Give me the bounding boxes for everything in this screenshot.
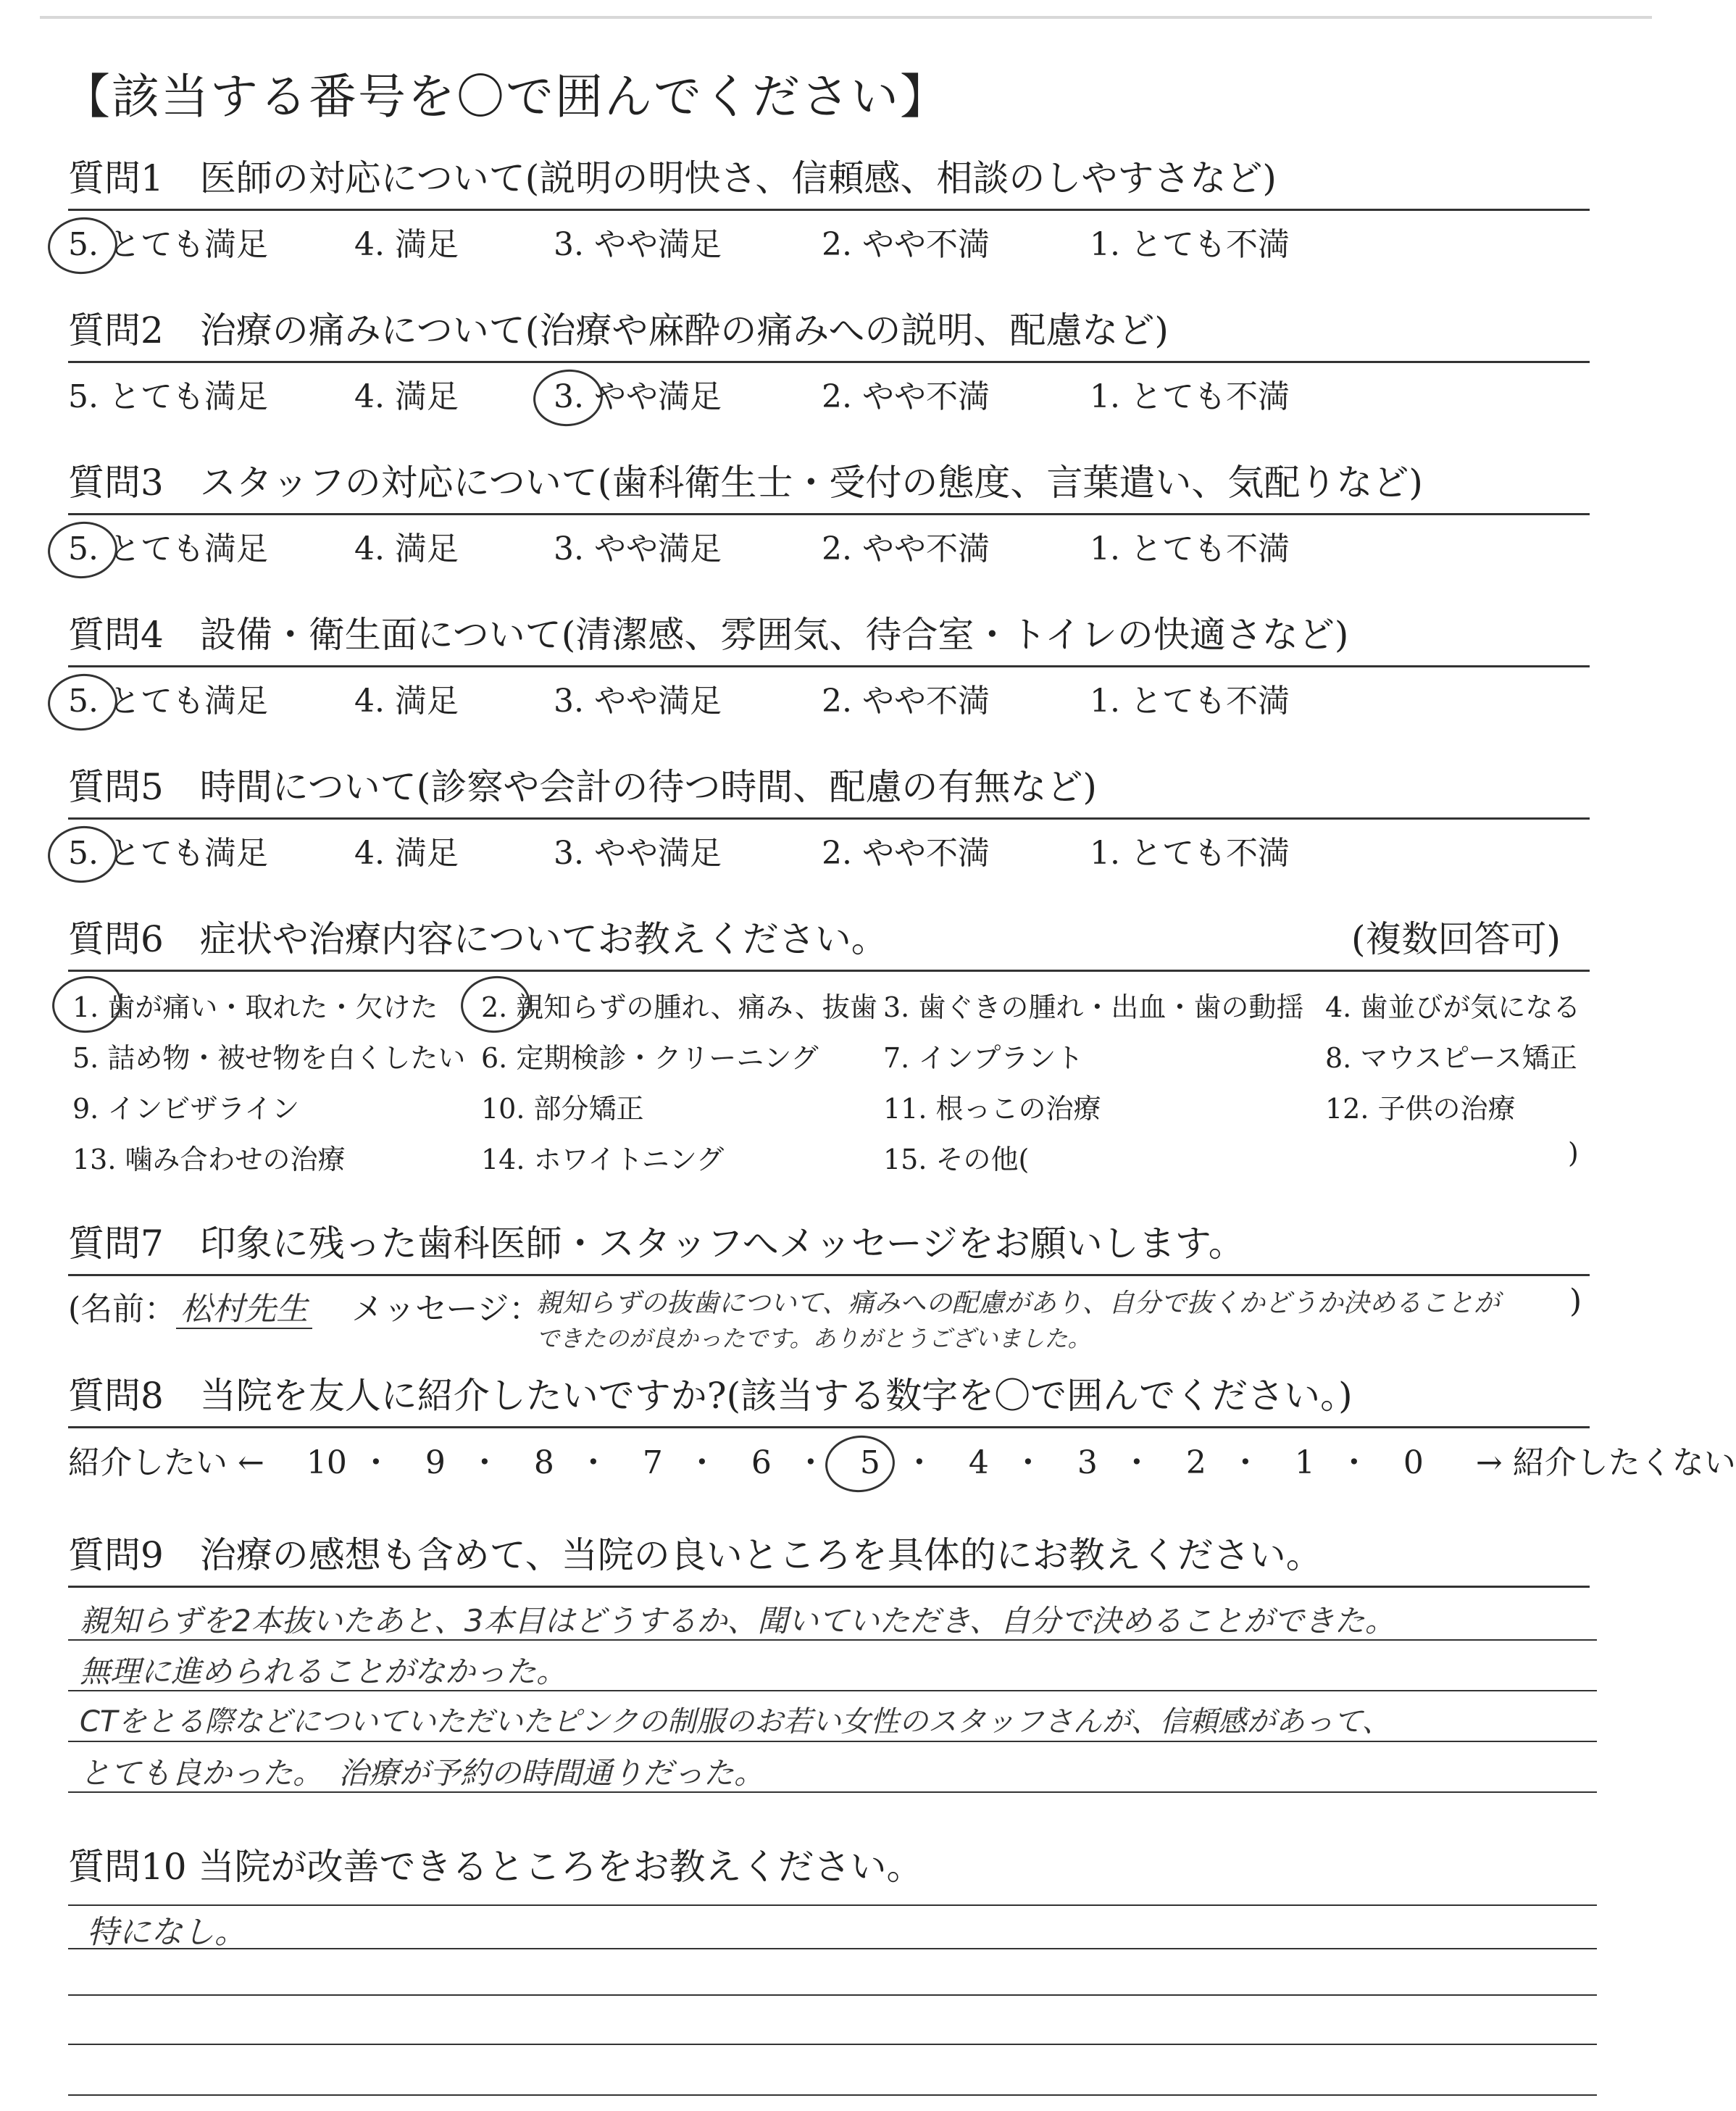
question-4 — [68, 609, 1590, 725]
q5-option-2[interactable]: 2. やや不満 — [822, 835, 990, 872]
question-1-options — [68, 211, 1590, 269]
q4-option-3[interactable]: 3. やや満足 — [554, 683, 722, 720]
q5-option-1[interactable]: 1. とても不満 — [1090, 835, 1290, 872]
q7-message-line-2[interactable]: できたのが良かったです。ありがとうございました。 — [536, 1325, 1091, 1352]
q7-close-paren: ) — [1569, 1283, 1582, 1320]
q7-name-row — [68, 1283, 541, 1329]
question-8-label: 質問8 当院を友人に紹介したいですか?(該当する数字を〇で囲んでください。) — [68, 1375, 1353, 1417]
q1-option-5[interactable]: 5. とても満足 — [68, 226, 268, 263]
question-3-options — [68, 515, 1590, 573]
question-5-label: 質問5 時間について(診察や会計の待つ時間、配慮の有無など) — [68, 766, 1097, 808]
top-border — [40, 16, 1652, 19]
question-4-label: 質問4 設備・衛生面について(清潔感、雰囲気、待合室・トイレの快適さなど) — [68, 614, 1349, 656]
q6-item-14[interactable]: 14. ホワイトニング — [481, 1144, 725, 1175]
q8-value-9[interactable]: 9 — [425, 1444, 446, 1481]
q2-option-2[interactable]: 2. やや不満 — [822, 378, 990, 415]
q8-sep: ・ — [468, 1444, 501, 1481]
page-title: 【該当する番号を〇で囲んでください】 — [62, 69, 949, 125]
q6-item-8[interactable]: 8. マウスピース矯正 — [1325, 1042, 1577, 1074]
q1-option-2[interactable]: 2. やや不満 — [822, 226, 990, 263]
question-1-label: 質問1 医師の対応について(説明の明快さ、信頼感、相談のしやすさなど) — [68, 157, 1277, 199]
q10-line-1 — [68, 1948, 1597, 1949]
q6-item-10[interactable]: 10. 部分矯正 — [481, 1093, 644, 1125]
question-2-label: 質問2 治療の痛みについて(治療や麻酔の痛みへの説明、配慮など) — [68, 309, 1169, 351]
q8-sep: ・ — [685, 1444, 718, 1481]
q4-option-5[interactable]: 5. とても満足 — [68, 683, 268, 720]
q8-sep: ・ — [1120, 1444, 1153, 1481]
q8-value-2[interactable]: 2 — [1185, 1444, 1206, 1481]
question-10 — [68, 1841, 1590, 1897]
q8-value-6[interactable]: 6 — [751, 1444, 772, 1481]
question-2 — [68, 304, 1590, 421]
question-1 — [68, 152, 1590, 269]
q6-item-4[interactable]: 4. 歯並びが気になる — [1325, 991, 1581, 1023]
q8-sep: ・ — [1011, 1444, 1044, 1481]
q6-item-15[interactable]: 15. その他( — [883, 1144, 1030, 1175]
q5-option-4[interactable]: 4. 満足 — [354, 835, 459, 872]
q4-option-2[interactable]: 2. やや不満 — [822, 683, 990, 720]
question-6-label: 質問6 症状や治療内容についてお教えください。 — [68, 918, 888, 960]
q1-option-1[interactable]: 1. とても不満 — [1090, 226, 1290, 263]
q8-sep: ・ — [794, 1444, 827, 1481]
q6-item-5[interactable]: 5. 詰め物・被せ物を白くしたい — [72, 1042, 466, 1074]
q6-item-2[interactable]: 2. 親知らずの腫れ、痛み、抜歯 — [481, 985, 877, 1025]
question-9 — [68, 1529, 1590, 1588]
q8-value-3[interactable]: 3 — [1077, 1444, 1098, 1481]
q1-option-4[interactable]: 4. 満足 — [354, 226, 459, 263]
question-8 — [68, 1370, 1590, 1428]
q6-item-7[interactable]: 7. インプラント — [883, 1042, 1084, 1074]
question-7 — [68, 1217, 1590, 1276]
q6-item-13[interactable]: 13. 噛み合わせの治療 — [72, 1144, 346, 1175]
q8-value-1[interactable]: 1 — [1294, 1444, 1315, 1481]
q6-item-15-close-paren: ) — [1568, 1137, 1579, 1169]
q8-sep: ・ — [359, 1444, 392, 1481]
q10-line-4 — [68, 2094, 1597, 2096]
q7-name-prefix: (名前： — [68, 1291, 177, 1328]
q10-answer-line-1[interactable]: 特になし。 — [87, 1914, 246, 1951]
q10-line-3 — [68, 2044, 1597, 2045]
q9-answer-line-3[interactable]: CTをとる際などについていただいたピンクの制服のお若い女性のスタッフさんが、信頼感があって、 — [80, 1705, 1391, 1739]
q8-sep: ・ — [903, 1444, 935, 1481]
q8-left-text: 紹介したい ← — [68, 1444, 264, 1481]
q10-line-2 — [68, 1994, 1597, 1996]
q7-name-value[interactable]: 松村先生 — [176, 1291, 312, 1329]
q5-option-3[interactable]: 3. やや満足 — [554, 835, 722, 872]
q1-option-3[interactable]: 3. やや満足 — [554, 226, 722, 263]
q8-value-5[interactable]: 5 — [846, 1444, 895, 1481]
q2-option-4[interactable]: 4. 満足 — [354, 378, 459, 415]
question-6-options — [68, 972, 1590, 1182]
q9-answer-line-2[interactable]: 無理に進められることがなかった。 — [80, 1654, 567, 1689]
q9-line-3 — [68, 1741, 1597, 1742]
question-3 — [68, 457, 1590, 573]
q5-option-5[interactable]: 5. とても満足 — [68, 835, 268, 872]
question-4-options — [68, 667, 1590, 725]
q2-option-3[interactable]: 3. やや満足 — [554, 378, 722, 415]
q6-item-3[interactable]: 3. 歯ぐきの腫れ・出血・歯の動揺 — [883, 991, 1304, 1023]
q2-option-1[interactable]: 1. とても不満 — [1090, 378, 1290, 415]
q8-sep: ・ — [577, 1444, 609, 1481]
q8-value-7[interactable]: 7 — [642, 1444, 663, 1481]
question-6-note: (複数回答可) — [1351, 918, 1561, 960]
q8-sep: ・ — [1338, 1444, 1370, 1481]
question-5 — [68, 761, 1590, 878]
q6-item-9[interactable]: 9. インビザライン — [72, 1093, 300, 1125]
q6-item-12[interactable]: 12. 子供の治療 — [1325, 1093, 1516, 1125]
q3-option-2[interactable]: 2. やや不満 — [822, 530, 990, 567]
q4-option-4[interactable]: 4. 満足 — [354, 683, 459, 720]
question-5-options — [68, 820, 1590, 878]
q9-answer-line-4[interactable]: とても良かった。 治療が予約の時間通りだった。 — [80, 1755, 765, 1791]
q8-sep: ・ — [1229, 1444, 1261, 1481]
q3-option-5[interactable]: 5. とても満足 — [68, 530, 268, 567]
q8-value-4[interactable]: 4 — [968, 1444, 989, 1481]
q8-value-10[interactable]: 10 — [306, 1444, 347, 1481]
q9-answer-line-1[interactable]: 親知らずを2本抜いたあと、3本目はどうするか、聞いていただき、自分で決めることができた。 — [80, 1603, 1395, 1639]
q3-option-1[interactable]: 1. とても不満 — [1090, 530, 1290, 567]
q10-line-0 — [68, 1904, 1597, 1906]
question-2-options — [68, 363, 1590, 421]
q7-message-prefix: メッセージ： — [351, 1291, 541, 1328]
q4-option-1[interactable]: 1. とても不満 — [1090, 683, 1290, 720]
q6-item-6[interactable]: 6. 定期検診・クリーニング — [481, 1042, 819, 1074]
q6-item-1[interactable]: 1. 歯が痛い・取れた・欠けた — [72, 985, 438, 1025]
q2-option-5[interactable]: 5. とても満足 — [68, 378, 268, 415]
q3-option-4[interactable]: 4. 満足 — [354, 530, 459, 567]
question-7-label: 質問7 印象に残った歯科医師・スタッフへメッセージをお願いします。 — [68, 1223, 1245, 1265]
q8-scale — [68, 1436, 1736, 1483]
q8-value-8[interactable]: 8 — [533, 1444, 554, 1481]
q7-message-line-1[interactable]: 親知らずの抜歯について、痛みへの配慮があり、自分で抜くかどうか決めることが — [536, 1288, 1500, 1318]
question-3-label: 質問3 スタッフの対応について(歯科衛生士・受付の態度、言葉遣い、気配りなど) — [68, 462, 1423, 504]
q8-value-0[interactable]: 0 — [1403, 1444, 1424, 1481]
q3-option-3[interactable]: 3. やや満足 — [554, 530, 722, 567]
q8-right-text: → 紹介したくない — [1475, 1444, 1736, 1481]
q6-item-11[interactable]: 11. 根っこの治療 — [883, 1093, 1101, 1125]
question-9-label: 質問9 治療の感想も含めて、当院の良いところを具体的にお教えください。 — [68, 1534, 1322, 1576]
question-10-label: 質問10 当院が改善できるところをお教えください。 — [68, 1846, 923, 1888]
question-6 — [68, 913, 1590, 1182]
